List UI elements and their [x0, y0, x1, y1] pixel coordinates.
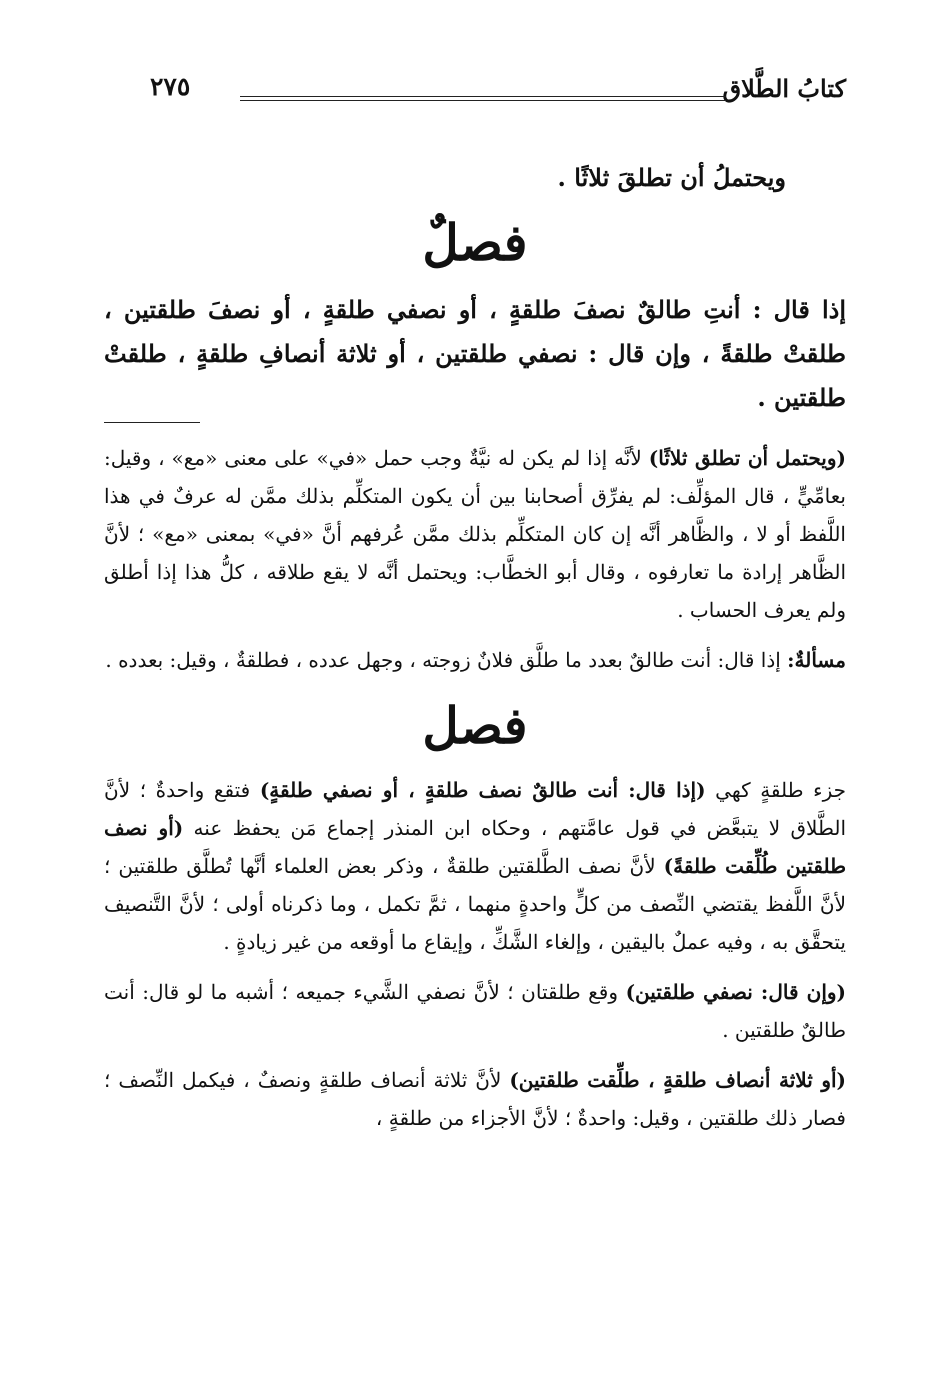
commentary-text: وقع طلقتان ؛ لأنَّ نصفي الشَّيء جميعه ؛ أشبه ما لو قال: أنت طالقٌ طلقتين . — [104, 980, 846, 1042]
commentary-lead: (أو ثلاثة أنصاف طلقةٍ ، طلِّقت طلقتين) — [509, 1068, 846, 1092]
commentary-lead: (إذا قال: أنت طالقٌ نصف طلقةٍ ، أو نصفي طلقةٍ) — [259, 778, 706, 802]
page-header — [150, 70, 846, 114]
commentary-text-2: لأنَّ نصف الطَّلقتين طلقةٌ ، وذكر بعض العلماء أنَّها تُطلَّق طلقتين ؛ لأنَّ اللَّفظ يقتضي النِّصف من كلٍّ واحدةٍ منهما ، ثمَّ تكمل ، وما ذكرناه أولى ؛ لأنَّ التَّنصيف يتحقَّق به ، وفيه عملٌ باليقين ، وإلغاء الشَّكِّ ، وإيقاع ما أوقعه من غير زيادةٍ . — [104, 854, 846, 954]
commentary-paragraph — [104, 1061, 846, 1137]
running-title: كتابُ الطَّلاق — [722, 74, 846, 103]
commentary-paragraph — [104, 973, 846, 1049]
section-heading-1: فصلٌ — [422, 213, 528, 272]
commentary-text: إذا قال: أنت طالقٌ بعدد ما طلَّق فلانٌ زوجته ، وجهل عدده ، فطلقةٌ ، وقيل: بعدده . — [105, 648, 788, 672]
commentary-paragraph — [104, 439, 846, 629]
commentary-pre: جزء طلقةٍ كهي — [705, 778, 846, 802]
page-body — [104, 150, 846, 1149]
opening-line: ويحتملُ أن تطلقَ ثلاثًا . — [557, 163, 786, 192]
commentary-lead-2: (أو نصف طلقتين طُلِّقت طلقةً) — [104, 816, 847, 878]
commentary-text: فتقع واحدةٌ ؛ لأنَّ الطَّلاق لا يتبعَّض في قول عامَّتهم ، وحكاه ابن المنذر إجماع مَن يحفظ عنه — [104, 778, 846, 840]
commentary-text: لأنَّه إذا لم يكن له نيَّةٌ وجب حمل «في» على معنى «مع» ، وقيل: بعامِّيٍّ ، قال المؤلِّف: لم يفرِّق أصحابنا بين أن يكون المتكلِّم بذلك ممَّن له عرفٌ في هذا اللَّفظ أو لا ، والظَّاهر أنَّه إن كان المتكلِّم بذلك ممَّن عُرفهم أنَّ «في» بمعنى «مع» ؛ لأنَّ الظَّاهر إرادة ما تعارفوه ، وقال أبو الخطَّاب: ويحتمل أنَّه لا يقع طلاقه ، كلُّ هذا إذا أطلق ولم يعرف الحساب . — [104, 446, 846, 622]
commentary-paragraph — [104, 771, 846, 961]
matn-paragraph-1: إذا قال : أنتِ طالقٌ نصفَ طلقةٍ ، أو نصفي طلقةٍ ، أو نصفَ طلقتين ، طلقتْ طلقةً ، وإن قال : نصفي طلقتين ، أو ثلاثة أنصافِ طلقةٍ ، طلقتْ طلقتين . — [104, 295, 846, 412]
commentary-lead: (ويحتمل أن تطلق ثلاثًا) — [648, 446, 846, 470]
page-number: ٢٧٥ — [150, 72, 191, 101]
header-rule — [240, 96, 726, 101]
commentary-lead: مسألةٌ: — [787, 648, 846, 672]
commentary-lead: (وإن قال: نصفي طلقتين) — [625, 980, 846, 1004]
commentary-paragraph — [104, 641, 846, 679]
section-heading-2: فصل — [422, 696, 528, 755]
matn-separator-rule — [104, 422, 200, 423]
commentary-text: لأنَّ ثلاثة أنصاف طلقةٍ ونصفٌ ، فيكمل النِّصف ؛ فصار ذلك طلقتين ، وقيل: واحدةٌ ؛ لأنَّ الأجزاء من طلقةٍ ، — [104, 1068, 846, 1130]
